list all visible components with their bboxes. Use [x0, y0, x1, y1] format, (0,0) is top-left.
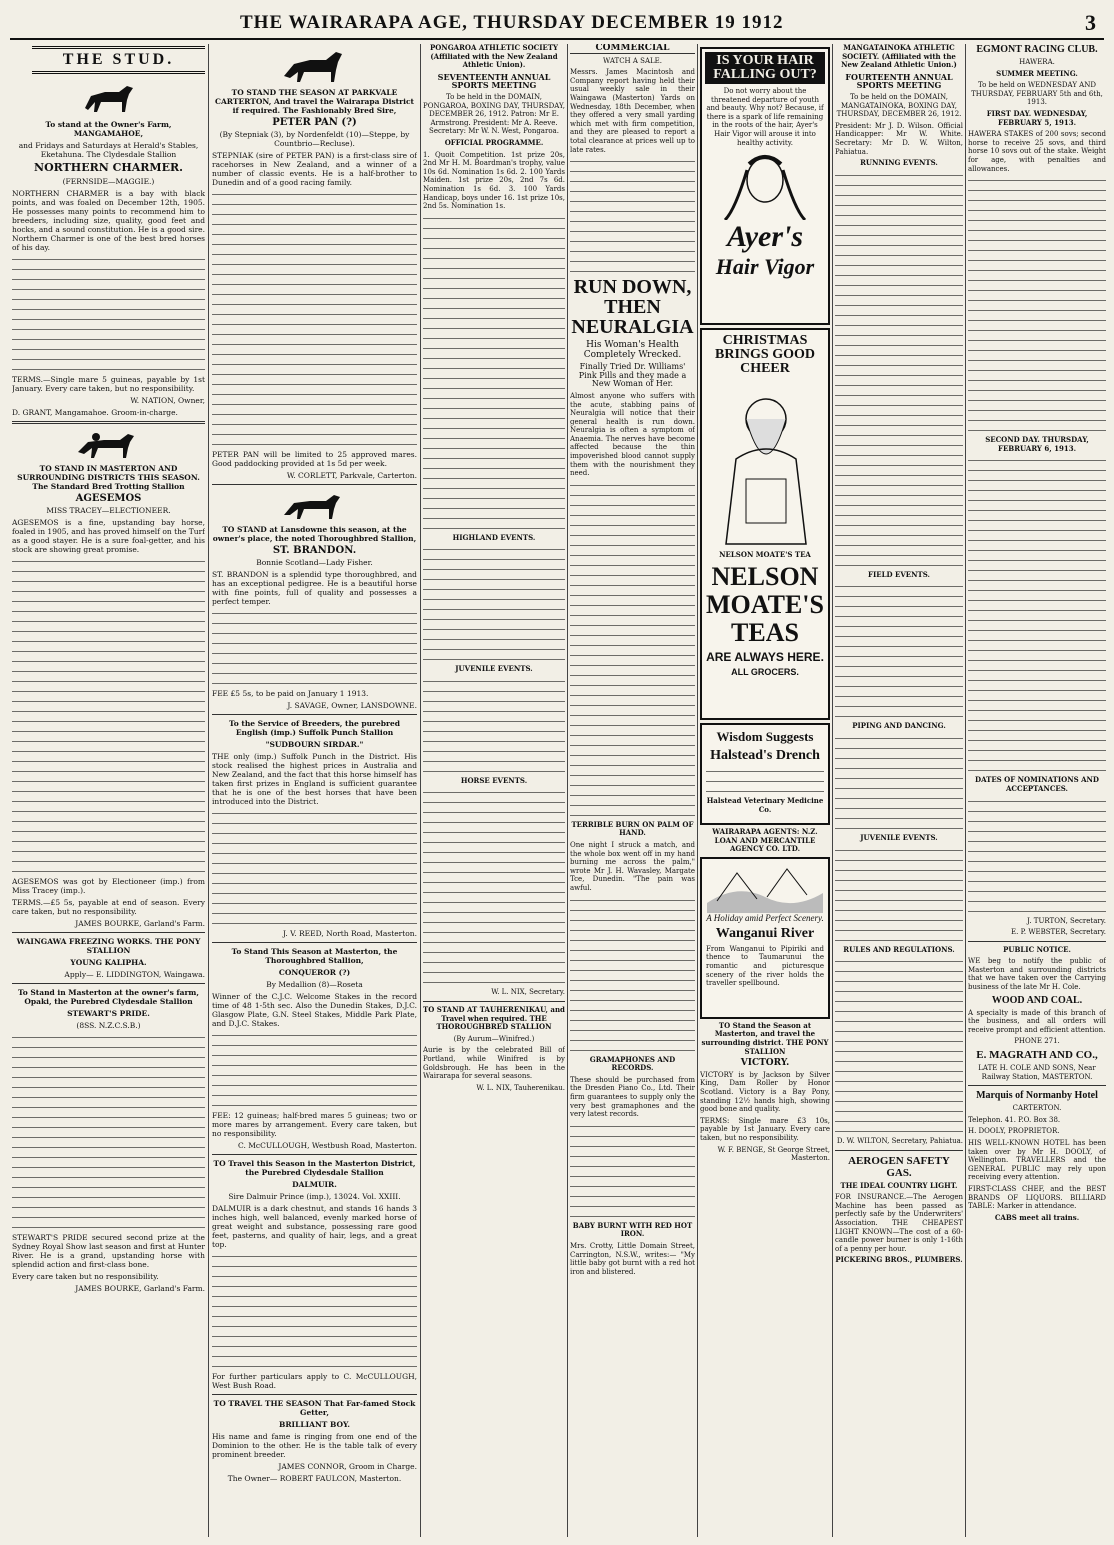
brand-name: Ayer's — [726, 220, 804, 254]
horse-name: ST. BRANDON. — [272, 545, 357, 556]
horse-name: CONQUEROR (?) — [278, 968, 351, 977]
ad-body: THE only (imp.) Suffolk Punch in the District. His stock realised the highest prices in Australia and New Zealand, and the fact that this horse himself has taken first prizes in England is sufficient guarantee that he is one of the best horses that have been introduced into the District. — [212, 752, 417, 806]
column-rule — [832, 44, 833, 1537]
ad-body: STEWART'S PRIDE secured second prize at the Sydney Royal Show last season and first at Hunter River. He is a grand, upstanding horse with splendid action and first-class bone. — [12, 1233, 205, 1269]
pedigree: MISS TRACEY—ELECTIONEER. — [46, 506, 171, 515]
company-name: Halstead Veterinary Medicine Co. — [706, 796, 824, 814]
ad-body: A specialty is made of this branch of the business, and all orders will receive prompt and efficient attention. — [968, 1008, 1106, 1034]
section-heading: HORSE EVENTS. — [460, 775, 528, 785]
officers: President: Mr J. D. Wilson. Official Handicapper: Mr W. White. Secretary: Mr D. W. Wilton, Pahiatua. — [835, 121, 963, 156]
firm-address: LATE H. COLE AND SONS, Near Railway Station, MASTERTON. — [978, 1064, 1096, 1081]
text-lines — [212, 609, 417, 684]
ad-terms: PETER PAN will be limited to 25 approved mares. Good paddocking provided at 1s 5d per week. — [212, 450, 417, 468]
ad-owner: J. V. REED, North Road, Masterton. — [282, 929, 417, 938]
column-5 — [570, 44, 695, 1537]
ad-sign: J. TURTON, Secretary. — [1027, 916, 1106, 925]
page-number: 3 — [1085, 10, 1096, 35]
ad-place: CARTERTON. — [1012, 1104, 1062, 1113]
ad-heading: TO Travel this Season in the Masterton District, the Purebred Clydesdale Stallion — [213, 1159, 416, 1177]
woman-portrait-illustration — [705, 150, 825, 220]
ad-heading: WAINGAWA FREEZING WORKS. THE PONY STALLION — [16, 937, 201, 955]
column-6 — [700, 44, 830, 1537]
proprietor: H. DOOLY, PROPRIETOR. — [968, 1127, 1060, 1136]
column-rule — [420, 44, 421, 1537]
horse-illustration — [79, 78, 139, 118]
santa-illustration — [706, 379, 826, 549]
horse-illustration — [74, 428, 144, 462]
text-lines — [835, 957, 963, 1132]
ad-footer: CABS meet all trains. — [994, 1212, 1080, 1222]
column-rule — [697, 44, 698, 1537]
brand-name: NELSON MOATE'S TEAS — [706, 561, 824, 647]
text-lines — [12, 557, 205, 872]
ad-dates: To be held on WEDNESDAY AND THURSDAY, FEBRUARY 5th and 6th, 1913. — [971, 81, 1103, 107]
text-lines — [968, 456, 1106, 771]
ad-body: Almost anyone who suffers with the acute, stabbing pains of Neuralgia will notice that their general health is run down. Neuralgia is often a symptom of Anaemia. The nerves have become affected because the thin impoverished blood cannot supply them with the nourishment they need. — [570, 391, 695, 478]
ad-heading: TO STAND THE SEASON AT PARKVALE CARTERTON, And travel the Wairarapa District if required. The Fashionably Bred Sire, — [215, 88, 414, 115]
ad-terms: TERMS.—Single mare 5 guineas, payable by 1st January. Every care taken, but no responsibility. — [12, 375, 205, 393]
ad-heading: TO TRAVEL THE SEASON That Far-famed Stock Getter, — [213, 1399, 416, 1417]
horse-illustration — [280, 46, 350, 86]
text-lines — [968, 797, 1106, 912]
ad-body: HAWERA STAKES of 200 sovs; second horse to receive 25 sovs, and third horse 10 sovs out of the stake. Weight for age, with penalties and allowances. — [968, 130, 1106, 173]
wanganui-river-ad — [700, 857, 830, 1019]
ad-sign: D. W. WILTON, Secretary, Pahiatua. — [836, 1137, 963, 1146]
ad-body: Aurie is by the celebrated Bill of Portland, while Winifred is by Goldsbrough. He has been in the Wairarapa for several seasons. — [423, 1046, 565, 1081]
ad-terms: FEE: 12 guineas; half-bred mares 5 guineas; two or more mares by arrangement. Every care taken, but no responsibility. — [212, 1111, 417, 1138]
firm-name: E. MAGRATH AND CO., — [976, 1049, 1098, 1062]
horse-name: BRILLIANT BOY. — [278, 1420, 350, 1429]
section-heading: HIGHLAND EVENTS. — [452, 532, 536, 542]
ad-sign: W. L. NIX, Secretary. — [491, 988, 565, 997]
text-lines — [835, 171, 963, 566]
ad-subheading: His Woman's Health Completely Wrecked. — [583, 340, 682, 361]
section-heading: JUVENILE EVENTS. — [455, 664, 533, 674]
text-lines — [968, 176, 1106, 431]
ad-quote: Finally Tried Dr. Williams' Pink Pills and they made a New Woman of Her. — [578, 362, 687, 389]
ad-heading: TO STAND AT TAUHERENIKAU, and Travel when required. THE THOROUGHBRED STALLION — [423, 1005, 565, 1032]
horse-name: PETER PAN (?) — [272, 117, 357, 128]
text-lines — [570, 157, 695, 272]
section-heading: RULES AND REGULATIONS. — [843, 944, 955, 954]
horse-name: STEWART'S PRIDE. — [67, 1009, 150, 1018]
ad-groom: D. GRANT, Mangamahoe. Groom-in-charge. — [12, 408, 178, 417]
ad-body: WE beg to notify the public of Masterton and surrounding districts that we have taken over the Carrying business of the late Mr H. Cole. — [968, 957, 1106, 992]
ad-owner: J. SAVAGE, Owner, LANSDOWNE. — [287, 701, 417, 710]
text-lines — [212, 1252, 417, 1367]
text-lines — [423, 545, 565, 660]
ad-headline: Wanganui River — [715, 925, 815, 941]
ad-owner: JAMES BOURKE, Garland's Farm. — [75, 919, 205, 928]
ad-body: ST. BRANDON is a splendid type thoroughbred, and has an exceptional pedigree. He is a beautiful horse with fine points, full of quality and possesses a perfect temper. — [212, 570, 417, 606]
ad-headline: Wisdom Suggests — [716, 729, 814, 744]
ayer-hair-vigor-ad — [700, 47, 830, 325]
section-heading: JUVENILE EVENTS. — [860, 832, 938, 842]
ad-body: To be held in the DOMAIN, PONGAROA, BOXING DAY, THURSDAY, DECEMBER 26, 1912. Patron: Mr E. Armstrong. President: Mr A. Reeve. Secretary: Mr W. N. West, Pongaroa. — [423, 92, 565, 136]
text-lines — [12, 255, 205, 370]
horse-illustration — [280, 489, 350, 523]
ad-heading: To Stand This Season at Masterton, the Thoroughbred Stallion, — [231, 947, 398, 965]
horse-name: YOUNG KALIPHA. — [70, 958, 147, 967]
ad-body: Do not worry about the threatened departure of youth and beauty. Why not? Because, if there is a spark of life remaining in the roots of the hair, Ayer's Hair Vigor will arouse it into healthy activity. — [706, 87, 824, 147]
ad-body: FOR INSURANCE.—The Aerogen Machine has been passed as perfectly safe by the Underwriters' Association. THE CHEAPEST LIGHT KNOWN—The cost of a 60-candle power burner is only 1-16th of a penny per hour. — [835, 1193, 963, 1253]
ad-footer: The Owner— ROBERT FAULCON, Masterton. — [227, 1474, 402, 1483]
ad-headline: RUN DOWN, THEN NEURALGIA — [571, 276, 694, 339]
pedigree: (By Aurum—Winifred.) — [453, 1034, 535, 1043]
ad-heading: TO STAND IN MASTERTON AND SURROUNDING DISTRICTS THIS SEASON. The Standard Bred Trotting Stallion — [17, 464, 200, 491]
pedigree: Bonnie Scotland—Lady Fisher. — [256, 558, 373, 567]
ad-body: Mrs. Crotty, Little Domain Street, Carrington, N.S.W., writes:— "My little baby got burnt with a red hot iron and blistered. — [570, 1241, 695, 1276]
text-lines — [423, 788, 565, 983]
text-lines — [706, 767, 824, 792]
section-heading: FIELD EVENTS. — [868, 569, 930, 579]
text-lines — [835, 582, 963, 717]
horse-name: "SUDBOURN SIRDAR." — [265, 740, 364, 749]
ad-body: HIS WELL-KNOWN HOTEL has been taken over by Mr H. DOOLY, of Wellington. TRAVELLERS and the GENERAL PUBLIC may rely upon receiving every attention. — [968, 1139, 1106, 1182]
meeting-title: FOURTEENTH ANNUAL SPORTS MEETING — [845, 71, 953, 91]
river-scenery-illustration — [707, 863, 823, 913]
text-lines — [212, 1031, 417, 1106]
ad-terms: TERMS: Single mare £3 10s, payable by 1st January. Every care taken, but no responsibility. — [700, 1116, 830, 1142]
ad-heading: TERRIBLE BURN ON PALM OF HAND. — [571, 819, 694, 838]
ad-headline: EGMONT RACING CLUB. — [976, 44, 1098, 55]
text-lines — [570, 896, 695, 1051]
text-lines — [570, 481, 695, 816]
text-lines — [12, 1033, 205, 1228]
ad-owner: W. NATION, Owner, — [130, 396, 205, 405]
ad-owner: JAMES CONNOR, Groom in Charge. — [278, 1462, 417, 1471]
masthead — [10, 10, 1104, 40]
horse-name: VICTORY. — [740, 1058, 790, 1069]
agents: WAIRARAPA AGENTS: N.Z. LOAN AND MERCANTILE AGENCY CO. LTD. — [712, 827, 818, 854]
ad-headline: IS YOUR HAIR FALLING OUT? — [705, 52, 825, 84]
text-lines — [835, 734, 963, 829]
ad-body: One night I struck a match, and the whole box went off in my hand burning me across the palm," wrote Mr J. H. Wavasley, Margate Tce, Dunedin. "The pain was awful. — [570, 841, 695, 892]
ad-terms: For further particulars apply to C. McCULLOUGH, West Bush Road. — [212, 1372, 417, 1390]
column-2 — [212, 44, 417, 1537]
ad-owner: C. McCULLOUGH, Westbush Road, Masterton. — [238, 1141, 417, 1150]
ad-heading: WATCH A SALE. — [603, 56, 662, 65]
pedigree: By Medallion (8)—Roseta — [266, 980, 363, 989]
column-1 — [12, 44, 205, 1537]
ad-body: These should be purchased from the Dresden Piano Co., Ltd. Their firm guarantees to supply only the very best gramaphones and the very latest records. — [570, 1075, 695, 1119]
ad-heading: GRAMAPHONES AND RECORDS. — [589, 1054, 676, 1073]
ad-body: AGESEMOS is a fine, upstanding bay horse, foaled in 1905, and has proved himself on the Turf as a good stayer. He is a sure foal-getter, and his stock are showing great promise. — [12, 518, 205, 554]
section-heading: FIRST DAY. WEDNESDAY, FEBRUARY 5, 1913. — [986, 108, 1088, 127]
ad-sign: W. L. NIX, Tauherenikau. — [476, 1083, 565, 1092]
text-lines — [212, 190, 417, 445]
text-lines — [423, 214, 565, 529]
section-title: THE STUD. — [32, 46, 205, 74]
telephone: Telephon. 41. P.O. Box 38. — [968, 1115, 1061, 1124]
ad-headline: WOOD AND COAL. — [991, 994, 1083, 1006]
ad-headline: CHRISTMAS BRINGS GOOD CHEER — [715, 333, 815, 376]
ad-headline: AEROGEN SAFETY GAS. — [848, 1154, 950, 1179]
column-4 — [423, 44, 565, 1537]
ad-body: To be held on the DOMAIN, MANGATAINOKA, BOXING DAY, THURSDAY, DECEMBER 26, 1912. — [836, 92, 962, 119]
ad-footer: ALL GROCERS. — [731, 666, 799, 677]
ad-terms: Every care taken but no responsibility. — [12, 1272, 159, 1281]
ad-owner: W. CORLETT, Parkvale, Carterton. — [286, 471, 417, 480]
ad-body: Winner of the C.J.C. Welcome Stakes in the record time of 48 1-5th sec. Also the Dunedin Stakes, D.J.C. Glasgow Plate, G.N. Steel Stakes, Middle Park Plate, and D.J.C. Stakes. — [212, 992, 417, 1028]
ad-footer: FIRST-CLASS CHEF, and the BEST BRANDS OF LIQUORS. BILLIARD TABLE: Marker in attendance. — [968, 1184, 1106, 1211]
text-lines — [423, 677, 565, 772]
ad-body: NORTHERN CHARMER is a bay with black points, and was foaled on December 12th, 1905. He possesses many points to recommend him to breeders, including size, quality, good feet and hocks, and a sound constitution. He is a good sire. Northern Charmer is one of the best bred horses of his day. — [12, 189, 205, 252]
ad-terms: FEE £5 5s, to be paid on January 1 1913. — [212, 689, 369, 698]
ad-contact: PICKERING BROS., PLUMBERS. — [835, 1255, 963, 1265]
column-8 — [968, 44, 1106, 1537]
pedigree: (FERNSIDE—MAGGIE.) — [62, 177, 155, 186]
ad-heading: BABY BURNT WITH RED HOT IRON. — [572, 1220, 693, 1239]
horse-name: AGESEMOS — [75, 493, 142, 504]
ad-sign: E. P. WEBSTER, Secretary. — [1011, 928, 1106, 937]
ad-body: DALMUIR is a dark chestnut, and stands 16 hands 3 inches high, well balanced, evenly marked horse of great weight and substance, possessing rare good feet, pasterns, and quality of hair, legs, and a great top. — [212, 1204, 417, 1249]
column-rule — [567, 44, 568, 1537]
newspaper-title: THE WAIRARAPA AGE, THURSDAY DECEMBER 19 1912 — [240, 12, 784, 33]
column-rule — [208, 44, 209, 1537]
meeting-title: SUMMER MEETING. — [996, 68, 1078, 78]
halstead-drench-ad — [700, 723, 830, 825]
brand-product: Hair Vigor — [715, 254, 815, 280]
column-rule — [965, 44, 966, 1537]
ad-subheading: ARE ALWAYS HERE. — [706, 649, 824, 664]
ad-body: Messrs. James Macintosh and Company report having held their usual weekly sale in their Waingawa (Masterton) Yards on Wednesday, 18th December, when they offered a very small yarding which met with firm competition, and they are pleased to report a total clearance at prices well up to late rates. — [570, 68, 695, 154]
ad-body: STEPNIAK (sire of PETER PAN) is a first-class sire of racehorses in New Zealand, and a winner of a number of classic events. He is a half-brother to Dunedin and of a good racing family. — [212, 151, 417, 187]
ad-headline: Marquis of Normanby Hotel — [976, 1090, 1098, 1102]
ad-contact: Apply— E. LIDDINGTON, Waingawa. — [64, 970, 205, 979]
ad-heading: PONGAROA ATHLETIC SOCIETY (Affiliated with the New Zealand Athletic Union). — [429, 44, 559, 70]
ad-body: AGESEMOS was got by Electioneer (imp.) from Miss Tracey (imp.). — [12, 877, 205, 895]
horse-name: NORTHERN CHARMER. — [34, 161, 183, 174]
ad-heading: To stand at the Owner's Farm, MANGAMAHOE, — [45, 120, 172, 138]
phone-number: PHONE 271. — [1014, 1037, 1060, 1046]
ad-body: His name and fame is ringing from one end of the Dominion to the other. He is the table talk of every prominent breeder. — [212, 1432, 417, 1459]
section-heading: COMMERCIAL — [570, 44, 695, 54]
ad-heading: TO Stand the Season at Masterton, and travel the surrounding district. THE PONY STALLION — [701, 1020, 829, 1056]
product-name: Halstead's Drench — [710, 748, 820, 763]
ad-subheading: THE IDEAL COUNTRY LIGHT. — [840, 1180, 958, 1190]
tea-packet-label: NELSON MOATE'S TEA — [719, 550, 811, 559]
text-lines — [570, 1122, 695, 1217]
ad-heading: To Stand in Masterton at the owner's farm, Opaki, the Purebred Clydesdale Stallion — [18, 988, 199, 1006]
text-lines — [212, 809, 417, 924]
pedigree: Sire Dalmuir Prince (imp.), 13024. Vol. XXIII. — [228, 1192, 401, 1201]
section-heading: DATES OF NOMINATIONS AND ACCEPTANCES. — [975, 775, 1099, 793]
ad-terms: TERMS.—£5 5s, payable at end of season. Every care taken, but no responsibility. — [12, 898, 205, 916]
nelson-moate-ad — [700, 328, 830, 720]
ad-body: VICTORY is by Jackson by Silver King, Dam Roller by Honor Scotland. Victory is a Bay Pony, standing 12½ hands high, showing good bone and quality. — [700, 1070, 830, 1114]
ad-owner: W. F. BENGE, St George Street, Masterton. — [717, 1145, 830, 1163]
horse-name: DALMUIR. — [292, 1180, 337, 1189]
section-heading: OFFICIAL PROGRAMME. — [444, 137, 544, 147]
programme: 1. Quoit Competition. 1st prize 20s, 2nd Mr H. M. Boardman's trophy, value 10s 6d. Nomination 1s 6d. 2. 100 Yards Maiden. 1st prize 20s, 2nd 7s 6d. Nomination 1s 6d. 3. 100 Yards Handicap, boys under 16. 1st prize 10s, 2nd 5s. Nomination 1s. — [423, 150, 565, 211]
section-heading: PUBLIC NOTICE. — [1003, 944, 1071, 954]
section-heading: SECOND DAY. THURSDAY, FEBRUARY 6, 1913. — [985, 435, 1089, 453]
ad-subheading: and Fridays and Saturdays at Herald's Stables, Eketahuna. The Clydesdale Stallion — [18, 141, 199, 159]
ad-owner: JAMES BOURKE, Garland's Farm. — [75, 1284, 205, 1293]
ad-subheading: A Holiday amid Perfect Scenery. — [706, 912, 824, 923]
meeting-title: SEVENTEENTH ANNUAL SPORTS MEETING — [437, 71, 551, 91]
ad-heading: TO STAND at Lansdowne this season, at the owner's place, the noted Thoroughbred Stallion, — [212, 525, 417, 543]
text-lines — [835, 846, 963, 941]
section-heading: PIPING AND DANCING. — [852, 721, 946, 731]
ad-body: From Wanganui to Pipiriki and thence to Taumarunui the romantic and picturesque scenery of the river holds the traveller spellbound. — [706, 944, 824, 988]
column-7 — [835, 44, 963, 1537]
ad-place: HAWERA. — [1019, 58, 1055, 66]
pedigree: (By Stepniak (3), by Nordenfeldt (10)—Steppe, by Countbrio—Recluse). — [219, 130, 410, 148]
section-heading: RUNNING EVENTS. — [860, 158, 938, 168]
ad-heading: To the Service of Breeders, the purebred English (imp.) Suffolk Punch Stallion — [229, 719, 400, 737]
stud-number: (8SS. N.Z.C.S.B.) — [76, 1021, 141, 1030]
ad-heading: MANGATAINOKA ATHLETIC SOCIETY. (Affiliated with the New Zealand Athletic Union.) — [841, 44, 957, 70]
